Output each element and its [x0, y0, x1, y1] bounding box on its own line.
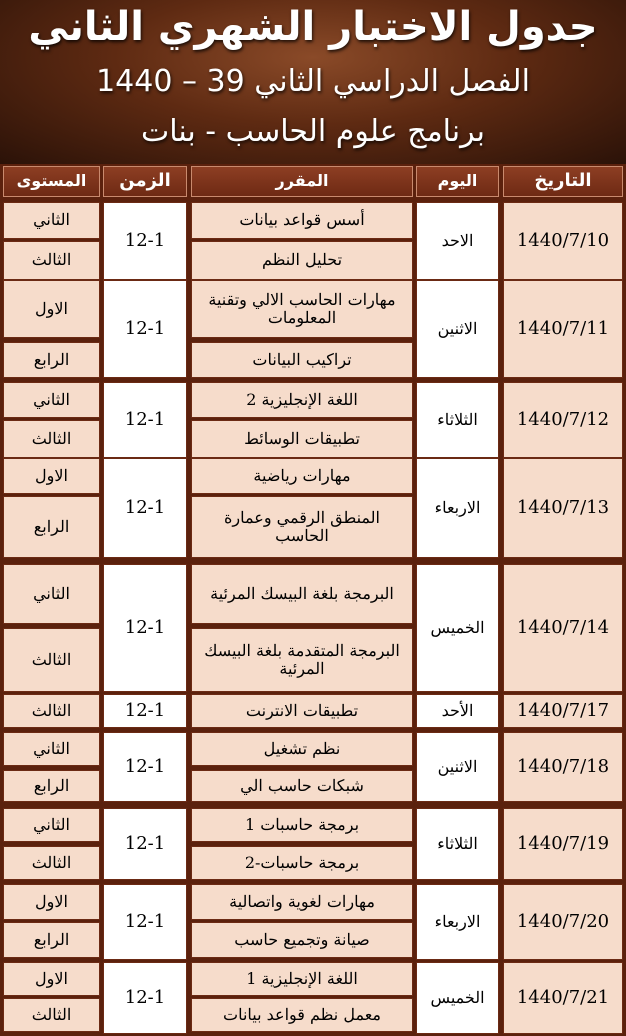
- day-cell: الاثنين: [416, 280, 499, 378]
- course-cell: نظم تشغيل: [191, 732, 413, 766]
- time-cell: 12-1: [103, 382, 187, 458]
- level-cell: الثاني: [3, 382, 100, 418]
- day-cell: الاربعاء: [416, 884, 499, 960]
- date-cell: 1440/7/18: [503, 732, 623, 802]
- level-cell: الاول: [3, 962, 100, 996]
- header-level: المستوى: [3, 166, 100, 197]
- header-day: اليوم: [416, 166, 499, 197]
- date-cell: 1440/7/21: [503, 962, 623, 1034]
- level-cell: الثاني: [3, 732, 100, 766]
- time-cell: 12-1: [103, 732, 187, 802]
- time-cell: 12-1: [103, 694, 187, 728]
- course-cell: مهارات لغوية واتصالية: [191, 884, 413, 920]
- level-cell: الرابع: [3, 342, 100, 378]
- header-course: المقرر: [191, 166, 413, 197]
- course-cell: البرمجة المتقدمة بلغة البيسك المرئية: [191, 628, 413, 692]
- course-cell: المنطق الرقمي وعمارة الحاسب: [191, 496, 413, 558]
- level-cell: الثالث: [3, 241, 100, 280]
- day-cell: الخميس: [416, 962, 499, 1034]
- day-cell: الاربعاء: [416, 458, 499, 558]
- course-cell: تحليل النظم: [191, 241, 413, 280]
- page-title: جدول الاختبار الشهري الثاني: [28, 4, 598, 50]
- date-cell: 1440/7/12: [503, 382, 623, 458]
- level-cell: الثالث: [3, 420, 100, 458]
- day-cell: الأحد: [416, 694, 499, 728]
- day-cell: الثلاثاء: [416, 808, 499, 880]
- time-cell: 12-1: [103, 280, 187, 378]
- time-cell: 12-1: [103, 202, 187, 280]
- header-date: التاريخ: [503, 166, 623, 197]
- level-cell: الثاني: [3, 202, 100, 239]
- course-cell: تطبيقات الانترنت: [191, 694, 413, 728]
- course-cell: معمل نظم قواعد بيانات: [191, 998, 413, 1032]
- date-cell: 1440/7/10: [503, 202, 623, 280]
- level-cell: الثاني: [3, 808, 100, 842]
- course-cell: برمجة حاسبات-2: [191, 846, 413, 880]
- time-cell: 12-1: [103, 808, 187, 880]
- course-cell: تطبيقات الوسائط: [191, 420, 413, 458]
- date-cell: 1440/7/13: [503, 458, 623, 558]
- course-cell: اللغة الإنجليزية 1: [191, 962, 413, 996]
- date-cell: 1440/7/20: [503, 884, 623, 960]
- time-cell: 12-1: [103, 884, 187, 960]
- header-time: الزمن: [103, 166, 187, 197]
- course-cell: مهارات الحاسب الالي وتقنية المعلومات: [191, 280, 413, 338]
- date-cell: 1440/7/14: [503, 564, 623, 692]
- level-cell: الرابع: [3, 496, 100, 558]
- level-cell: الثالث: [3, 628, 100, 692]
- course-cell: مهارات رياضية: [191, 458, 413, 494]
- date-cell: 1440/7/17: [503, 694, 623, 728]
- level-cell: الثالث: [3, 998, 100, 1032]
- course-cell: شبكات حاسب الي: [191, 770, 413, 802]
- level-cell: الاول: [3, 458, 100, 494]
- course-cell: برمجة حاسبات 1: [191, 808, 413, 842]
- level-cell: الرابع: [3, 770, 100, 802]
- schedule-table: [0, 164, 626, 1036]
- level-cell: الاول: [3, 884, 100, 920]
- day-cell: الاثنين: [416, 732, 499, 802]
- day-cell: الاحد: [416, 202, 499, 280]
- course-cell: اللغة الإنجليزية 2: [191, 382, 413, 418]
- level-cell: الثاني: [3, 564, 100, 624]
- time-cell: 12-1: [103, 458, 187, 558]
- level-cell: الاول: [3, 280, 100, 338]
- term-subtitle: الفصل الدراسي الثاني 39 – 1440: [96, 64, 530, 99]
- level-cell: الثالث: [3, 846, 100, 880]
- date-cell: 1440/7/11: [503, 280, 623, 378]
- day-cell: الثلاثاء: [416, 382, 499, 458]
- day-cell: الخميس: [416, 564, 499, 692]
- time-cell: 12-1: [103, 564, 187, 692]
- program-subtitle: برنامج علوم الحاسب - بنات: [140, 114, 486, 149]
- level-cell: الرابع: [3, 922, 100, 958]
- course-cell: البرمجة بلغة البيسك المرئية: [191, 564, 413, 624]
- date-cell: 1440/7/19: [503, 808, 623, 880]
- level-cell: الثالث: [3, 694, 100, 728]
- course-cell: أسس قواعد بيانات: [191, 202, 413, 239]
- course-cell: تراكيب البيانات: [191, 342, 413, 378]
- header-banner: [0, 0, 626, 164]
- course-cell: صيانة وتجميع حاسب: [191, 922, 413, 958]
- time-cell: 12-1: [103, 962, 187, 1034]
